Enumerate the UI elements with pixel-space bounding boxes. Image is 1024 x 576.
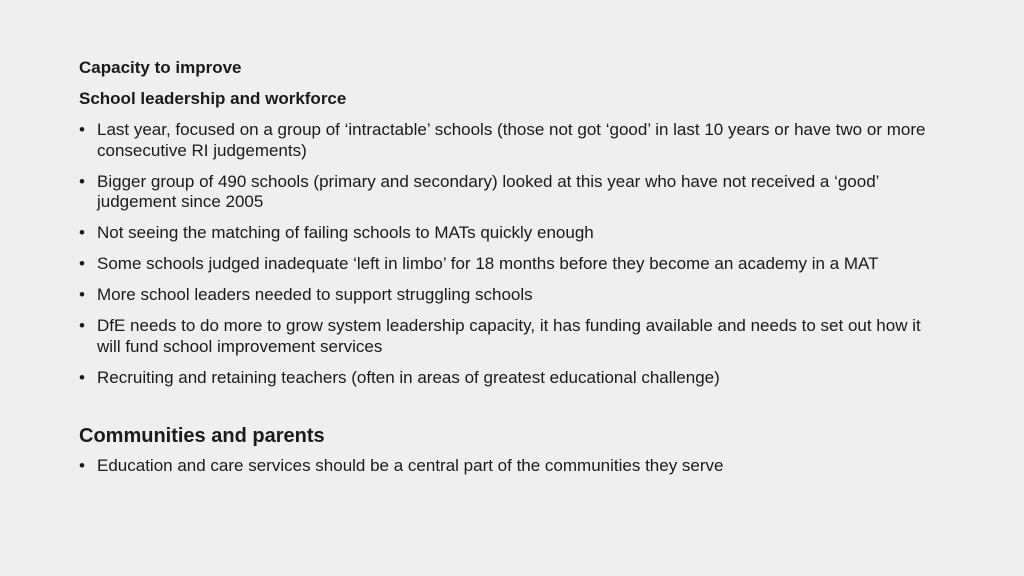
list-item <box>79 172 949 213</box>
list-item-text: DfE needs to do more to grow system leadership capacity, it has funding available and needs to set out how it will fund school improvement services <box>97 316 921 356</box>
bullet-list-communities <box>79 456 949 477</box>
list-item-text: Last year, focused on a group of ‘intractable’ schools (those not got ‘good’ in last 10 years or have two or more consecutive RI judgements) <box>97 120 926 160</box>
list-item-text: Recruiting and retaining teachers (often in areas of greatest educational challenge) <box>97 367 720 387</box>
list-item-text: More school leaders needed to support struggling schools <box>97 285 533 304</box>
bullet-icon: • <box>79 456 85 475</box>
list-item <box>79 368 949 389</box>
bullet-icon: • <box>79 171 85 191</box>
section-title-communities: Communities and parents <box>79 425 325 447</box>
list-item <box>79 120 949 161</box>
bullet-icon: • <box>79 285 85 304</box>
bullet-icon: • <box>79 254 85 273</box>
bullet-icon: • <box>79 120 85 139</box>
list-item <box>79 285 949 306</box>
bullet-icon: • <box>79 367 85 387</box>
slide-content <box>79 58 949 487</box>
bullet-icon: • <box>79 316 85 335</box>
list-item <box>79 223 949 244</box>
list-item <box>79 254 949 275</box>
list-item-text: Education and care services should be a central part of the communities they serve <box>97 456 724 475</box>
list-item <box>79 456 949 477</box>
list-item-text: Bigger group of 490 schools (primary and secondary) looked at this year who have not received a ‘good’ judgement since 2005 <box>97 171 879 211</box>
section-title-capacity: Capacity to improve <box>79 58 242 77</box>
list-item-text: Some schools judged inadequate ‘left in limbo’ for 18 months before they become an academy in a MAT <box>97 254 879 273</box>
bullet-list-leadership <box>79 120 949 388</box>
bullet-icon: • <box>79 223 85 242</box>
list-item <box>79 316 949 357</box>
list-item-text: Not seeing the matching of failing schools to MATs quickly enough <box>97 223 594 242</box>
section-subtitle-leadership: School leadership and workforce <box>79 89 347 108</box>
